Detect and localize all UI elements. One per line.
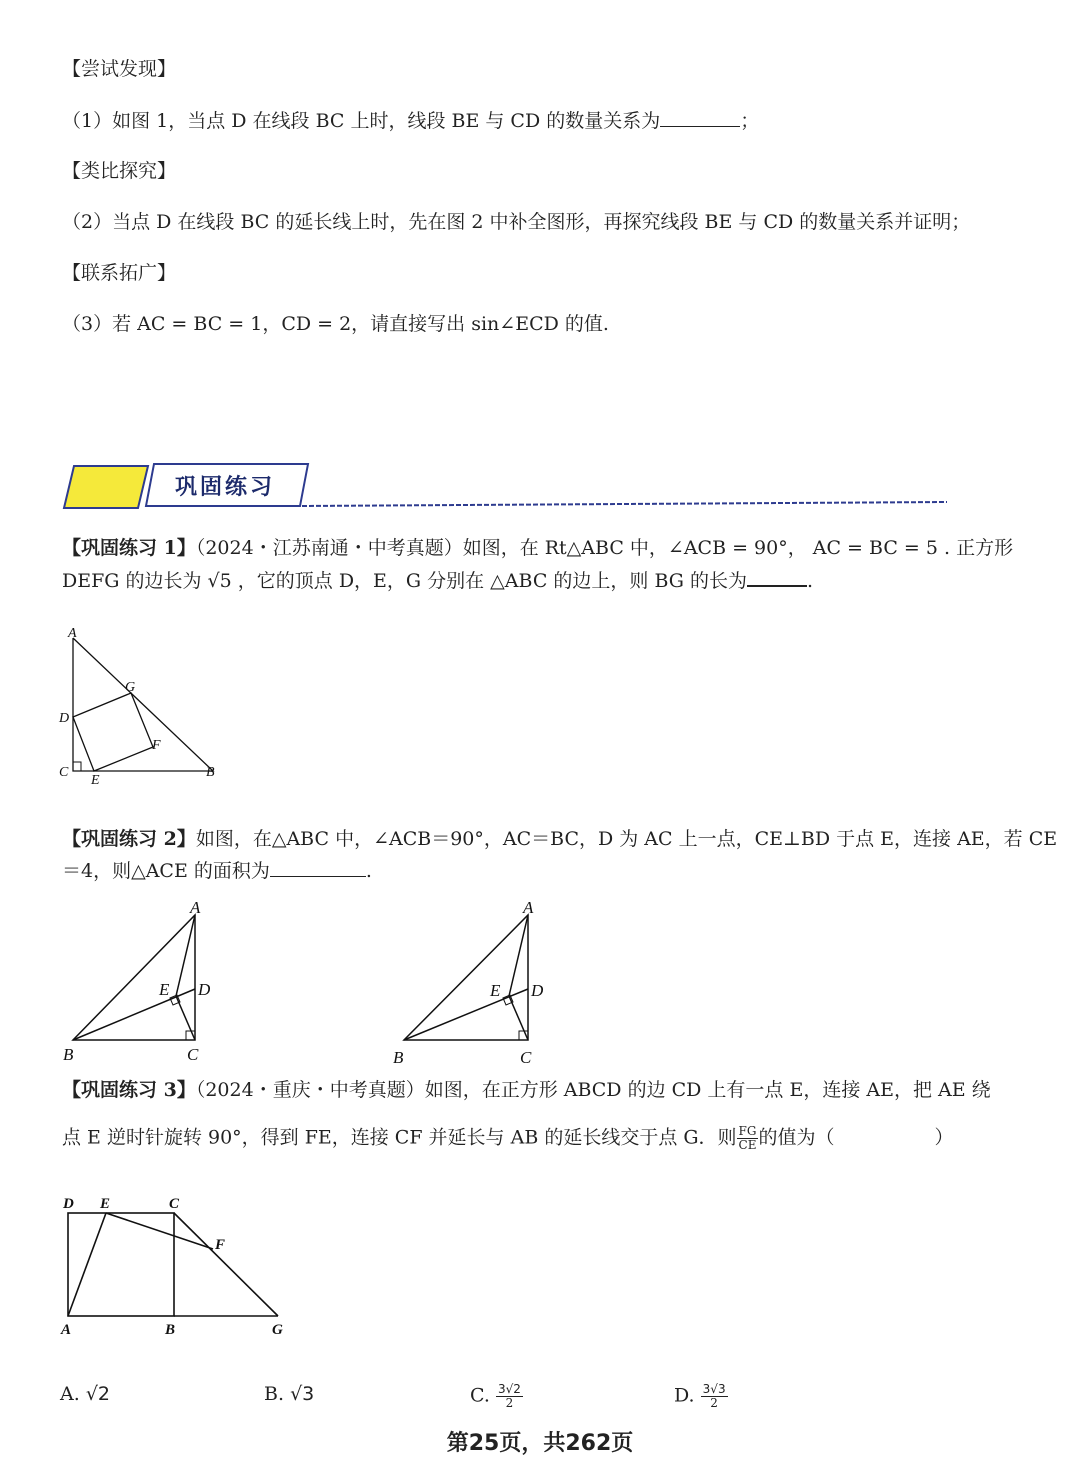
exercise-3-line1: 【巩固练习 3】（2024・重庆・中考真题）如图，在正方形 ABCD 的边 CD 上有一点 E，连接 AE，把 AE 绕 bbox=[62, 1079, 991, 1101]
label-C: C bbox=[59, 765, 69, 780]
question-3: （3）若 AC = BC = 1，CD = 2，请直接写出 sin∠ECD 的值. bbox=[62, 313, 609, 335]
answer-blank-ex2[interactable] bbox=[270, 858, 366, 877]
figure-ex2-left bbox=[55, 895, 225, 1070]
option-a[interactable]: A. √2 bbox=[60, 1383, 111, 1405]
label-D: D bbox=[63, 1196, 74, 1212]
exercise-3-line2: 点 E 逆时针旋转 90°，得到 FE，连接 CF 并延长与 AB 的延长线交于点 G．则 $\frac{FG}{CE}$ 的值为（ ） bbox=[62, 1124, 954, 1152]
option-d[interactable]: D. $\frac{3√3}{2}$ bbox=[674, 1382, 726, 1410]
label-G: G bbox=[272, 1322, 283, 1338]
figure-ex1 bbox=[55, 625, 225, 790]
section-title: 巩固练习 bbox=[175, 475, 276, 500]
label-B: B bbox=[165, 1322, 176, 1338]
label-A: A bbox=[523, 898, 534, 917]
label-F: F bbox=[215, 1237, 226, 1253]
label-G: G bbox=[125, 680, 136, 695]
label-C: C bbox=[187, 1045, 199, 1064]
label-B: B bbox=[206, 765, 215, 780]
fraction-fg-ce: $\frac{FG}{CE}$ bbox=[738, 1124, 757, 1152]
label-A: A bbox=[68, 626, 77, 641]
exercise-1-line2: DEFG 的边长为 √5 ，它的顶点 D，E，G 分别在 △ABC 的边上，则 BG 的长为 . bbox=[62, 567, 813, 593]
label-D: D bbox=[198, 980, 211, 999]
label-C: C bbox=[169, 1196, 180, 1212]
label-D: D bbox=[59, 711, 70, 726]
label-B: B bbox=[63, 1045, 74, 1064]
label-C: C bbox=[520, 1048, 532, 1067]
exercise-2-line1: 【巩固练习 2】如图，在△ABC 中，∠ACB＝90°，AC＝BC，D 为 AC 上一点，CE⊥BD 于点 E，连接 AE，若 CE bbox=[62, 828, 1058, 850]
label-E: E bbox=[159, 980, 170, 999]
label-E: E bbox=[490, 981, 501, 1000]
label-F: F bbox=[152, 738, 161, 753]
figure-ex3 bbox=[55, 1190, 305, 1345]
label-E: E bbox=[100, 1196, 111, 1212]
figure-ex2-right bbox=[390, 895, 560, 1070]
option-c[interactable]: C. $\frac{3√2}{2}$ bbox=[470, 1382, 521, 1410]
label-B: B bbox=[393, 1048, 404, 1067]
label-A: A bbox=[61, 1322, 72, 1338]
answer-blank-1[interactable] bbox=[660, 108, 740, 127]
page-footer: 第25页，共262页 bbox=[446, 1431, 634, 1456]
heading-try-discover: 【尝试发现】 bbox=[62, 58, 177, 80]
question-2: （2）当点 D 在线段 BC 的延长线上时，先在图 2 中补全图形，再探究线段 BE 与 CD 的数量关系并证明； bbox=[62, 211, 971, 233]
heading-analogy: 【类比探究】 bbox=[62, 160, 177, 182]
question-1: （1）如图 1，当点 D 在线段 BC 上时，线段 BE 与 CD 的数量关系为 ； bbox=[62, 110, 760, 132]
heading-extend: 【联系拓广】 bbox=[62, 262, 177, 284]
exercise-1-line1: 【巩固练习 1】（2024・江苏南通・中考真题）如图，在 Rt△ABC 中，∠ACB = 90°， AC = BC = 5 . 正方形 bbox=[62, 537, 1014, 559]
label-A: A bbox=[190, 898, 201, 917]
exercise-2-line2: ＝4，则△ACE 的面积为 . bbox=[62, 860, 372, 882]
label-E: E bbox=[91, 773, 100, 788]
option-b[interactable]: B. √3 bbox=[264, 1383, 315, 1405]
label-D: D bbox=[531, 981, 544, 1000]
answer-blank-ex1[interactable] bbox=[747, 567, 807, 587]
